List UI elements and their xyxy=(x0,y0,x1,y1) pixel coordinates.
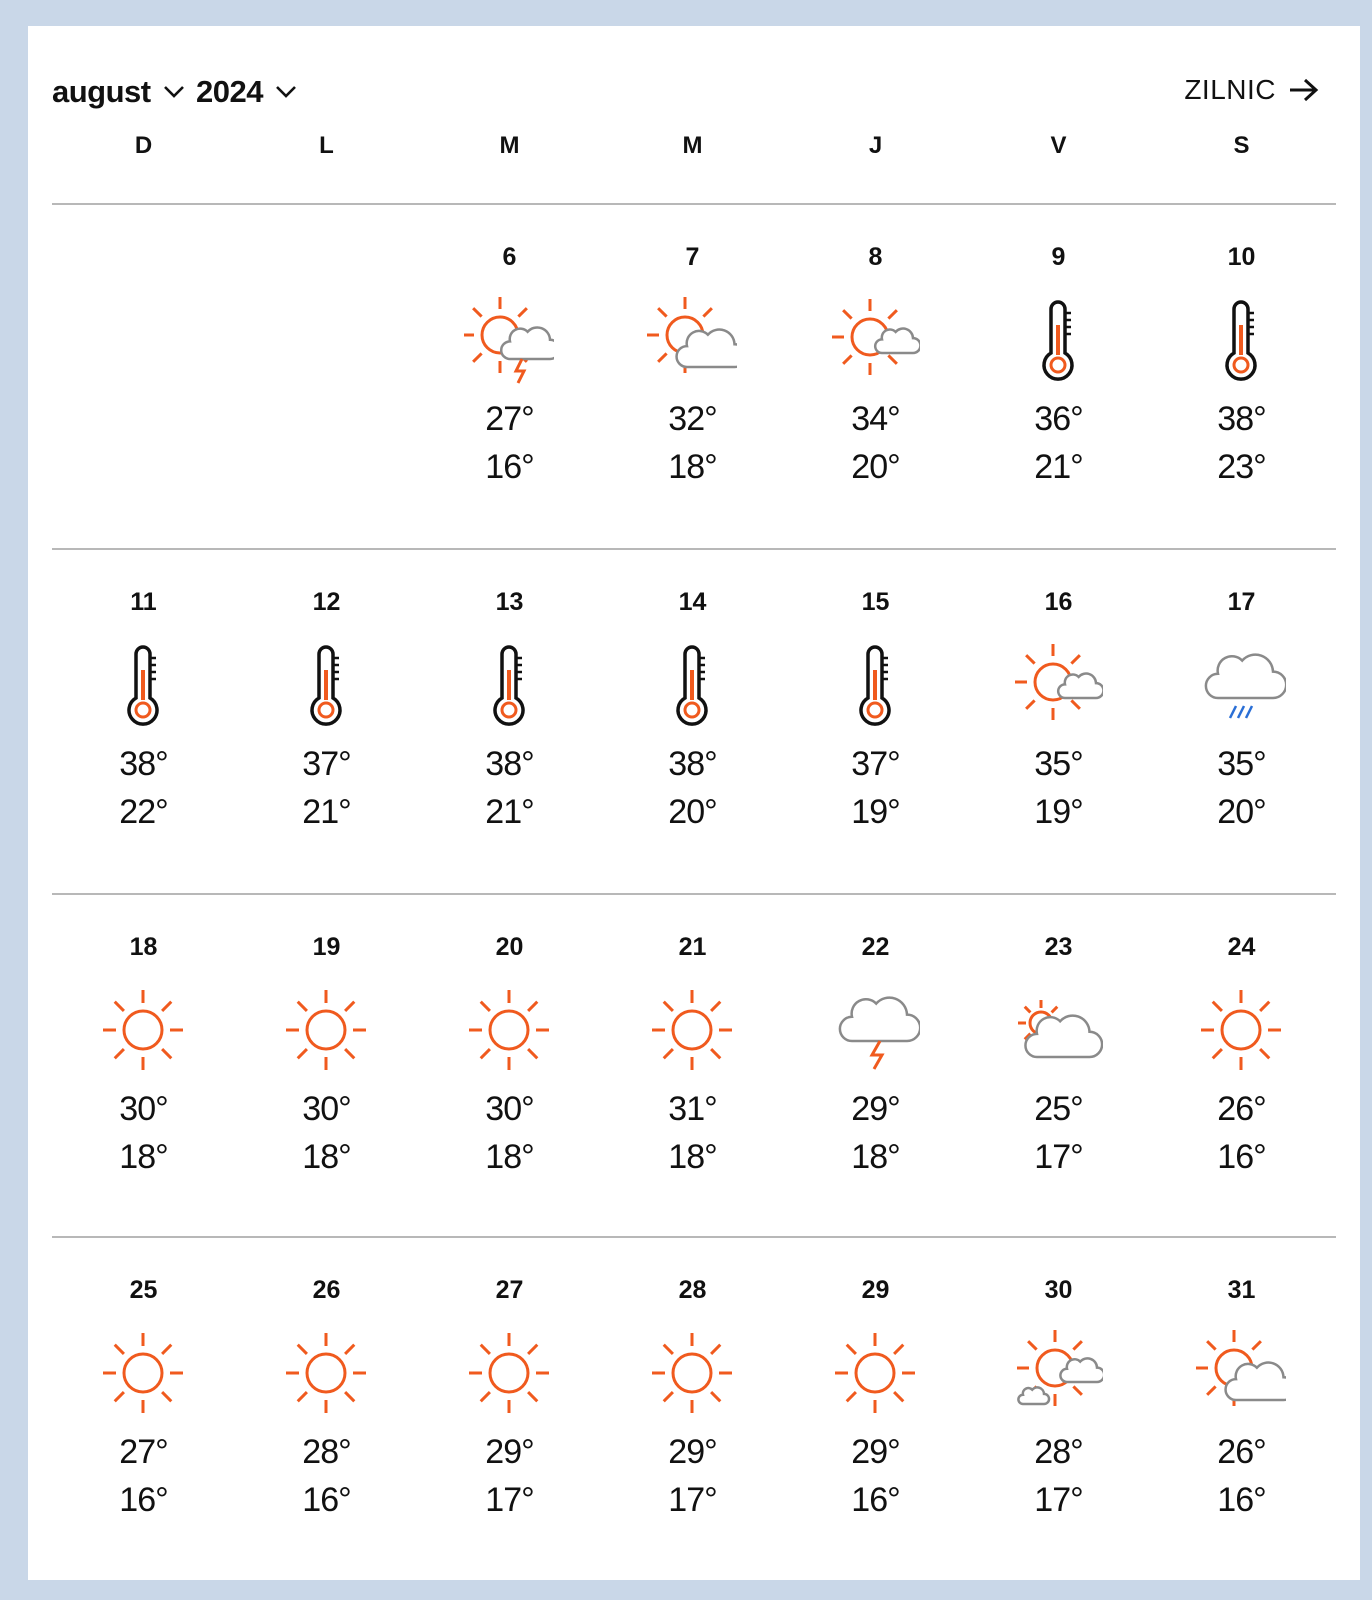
sun-small-cloud-icon xyxy=(830,295,920,385)
min-temperature: 22° xyxy=(119,793,168,831)
max-temperature: 34° xyxy=(851,400,900,438)
max-temperature: 26° xyxy=(1217,1433,1266,1471)
min-temperature: 18° xyxy=(668,448,717,486)
day-number: 12 xyxy=(312,588,341,616)
min-temperature: 16° xyxy=(851,1481,900,1519)
day-number: 31 xyxy=(1227,1276,1256,1304)
calendar-header xyxy=(28,26,1360,126)
sun-big-cloud-icon xyxy=(647,295,737,385)
max-temperature: 30° xyxy=(485,1090,534,1128)
min-temperature: 18° xyxy=(119,1138,168,1176)
rain-cloud-icon xyxy=(1196,640,1286,730)
day-cell[interactable] xyxy=(601,895,784,1225)
day-number: 22 xyxy=(861,933,890,961)
weekday-label: J xyxy=(868,132,883,159)
day-cell[interactable] xyxy=(235,895,418,1225)
min-temperature: 19° xyxy=(851,793,900,831)
max-temperature: 26° xyxy=(1217,1090,1266,1128)
thermometer-icon xyxy=(647,640,737,730)
min-temperature: 16° xyxy=(119,1481,168,1519)
thermometer-icon xyxy=(1013,295,1103,385)
sun-icon xyxy=(281,1328,371,1418)
day-cell[interactable] xyxy=(52,550,235,880)
day-number: 13 xyxy=(495,588,524,616)
min-temperature: 16° xyxy=(1217,1481,1266,1519)
min-temperature: 17° xyxy=(668,1481,717,1519)
min-temperature: 20° xyxy=(668,793,717,831)
day-cell[interactable] xyxy=(967,1238,1150,1568)
weekday-label: M xyxy=(682,132,703,159)
day-cell[interactable] xyxy=(784,895,967,1225)
day-cell[interactable] xyxy=(601,550,784,880)
sun-icon xyxy=(464,1328,554,1418)
max-temperature: 35° xyxy=(1217,745,1266,783)
day-number: 11 xyxy=(130,588,157,616)
day-number: 14 xyxy=(678,588,707,616)
day-cell[interactable] xyxy=(1150,550,1333,880)
month-label: august xyxy=(52,74,151,109)
day-number: 20 xyxy=(495,933,524,961)
day-number: 23 xyxy=(1044,933,1073,961)
max-temperature: 38° xyxy=(485,745,534,783)
storm-cloud-icon xyxy=(830,985,920,1075)
week-row xyxy=(52,1238,1336,1568)
chevron-down-icon xyxy=(163,85,185,99)
min-temperature: 21° xyxy=(1034,448,1083,486)
max-temperature: 38° xyxy=(1217,400,1266,438)
week-row xyxy=(52,895,1336,1225)
thermometer-icon xyxy=(830,640,920,730)
day-cell[interactable] xyxy=(418,895,601,1225)
day-cell[interactable] xyxy=(1150,895,1333,1225)
sun-icon xyxy=(98,985,188,1075)
day-number: 27 xyxy=(495,1276,524,1304)
day-number: 18 xyxy=(129,933,158,961)
min-temperature: 16° xyxy=(302,1481,351,1519)
day-cell[interactable] xyxy=(1150,205,1333,535)
day-number: 24 xyxy=(1227,933,1256,961)
thermometer-icon xyxy=(1196,295,1286,385)
year-label: 2024 xyxy=(196,74,263,109)
year-select[interactable] xyxy=(196,74,297,110)
cloud-small-sun-icon xyxy=(1013,985,1103,1075)
max-temperature: 29° xyxy=(851,1433,900,1471)
day-cell[interactable] xyxy=(601,1238,784,1568)
day-number: 10 xyxy=(1227,243,1256,271)
min-temperature: 21° xyxy=(485,793,534,831)
max-temperature: 30° xyxy=(119,1090,168,1128)
day-cell[interactable] xyxy=(418,550,601,880)
day-number: 6 xyxy=(502,243,517,271)
week-row xyxy=(52,550,1336,880)
max-temperature: 29° xyxy=(485,1433,534,1471)
min-temperature: 20° xyxy=(851,448,900,486)
sun-icon xyxy=(98,1328,188,1418)
daily-view-link[interactable] xyxy=(1184,74,1320,106)
day-number: 8 xyxy=(868,243,883,271)
day-number: 21 xyxy=(678,933,707,961)
max-temperature: 37° xyxy=(851,745,900,783)
sun-icon xyxy=(830,1328,920,1418)
sun-icon xyxy=(647,985,737,1075)
sun-icon xyxy=(281,985,371,1075)
weather-calendar-card xyxy=(28,26,1360,1580)
max-temperature: 28° xyxy=(302,1433,351,1471)
day-cell[interactable] xyxy=(601,205,784,535)
sun-icon xyxy=(647,1328,737,1418)
sun-icon xyxy=(464,985,554,1075)
day-cell[interactable] xyxy=(967,550,1150,880)
min-temperature: 19° xyxy=(1034,793,1083,831)
day-number: 30 xyxy=(1044,1276,1073,1304)
weekday-label: M xyxy=(499,132,520,159)
max-temperature: 27° xyxy=(485,400,534,438)
daily-link-label: ZILNIC xyxy=(1184,74,1276,105)
sun-small-cloud-icon xyxy=(1013,640,1103,730)
min-temperature: 17° xyxy=(1034,1138,1083,1176)
max-temperature: 30° xyxy=(302,1090,351,1128)
day-cell[interactable] xyxy=(784,550,967,880)
max-temperature: 27° xyxy=(119,1433,168,1471)
week-row xyxy=(52,205,1336,535)
month-select[interactable] xyxy=(52,74,185,110)
min-temperature: 18° xyxy=(668,1138,717,1176)
max-temperature: 38° xyxy=(119,745,168,783)
weekday-label: D xyxy=(134,132,153,159)
day-number: 29 xyxy=(861,1276,890,1304)
weekday-label: L xyxy=(319,132,334,159)
day-number: 26 xyxy=(312,1276,341,1304)
day-number: 15 xyxy=(861,588,890,616)
day-cell[interactable] xyxy=(52,1238,235,1568)
sun-cloud-storm-icon xyxy=(464,295,554,385)
min-temperature: 18° xyxy=(851,1138,900,1176)
day-cell[interactable] xyxy=(235,1238,418,1568)
day-cell[interactable] xyxy=(967,895,1150,1225)
thermometer-icon xyxy=(281,640,371,730)
min-temperature: 18° xyxy=(302,1138,351,1176)
min-temperature: 17° xyxy=(485,1481,534,1519)
min-temperature: 23° xyxy=(1217,448,1266,486)
day-cell[interactable] xyxy=(1150,1238,1333,1568)
day-cell[interactable] xyxy=(418,205,601,535)
day-number: 19 xyxy=(312,933,341,961)
max-temperature: 36° xyxy=(1034,400,1083,438)
min-temperature: 18° xyxy=(485,1138,534,1176)
day-number: 25 xyxy=(129,1276,158,1304)
min-temperature: 17° xyxy=(1034,1481,1083,1519)
weekday-label: S xyxy=(1233,132,1250,159)
day-cell[interactable] xyxy=(52,895,235,1225)
max-temperature: 25° xyxy=(1034,1090,1083,1128)
sun-big-cloud-icon xyxy=(1196,1328,1286,1418)
max-temperature: 38° xyxy=(668,745,717,783)
weekday-header-row xyxy=(52,132,1334,172)
day-number: 9 xyxy=(1051,243,1066,271)
thermometer-icon xyxy=(98,640,188,730)
min-temperature: 20° xyxy=(1217,793,1266,831)
sun-icon xyxy=(1196,985,1286,1075)
chevron-down-icon xyxy=(275,85,297,99)
min-temperature: 21° xyxy=(302,793,351,831)
max-temperature: 29° xyxy=(668,1433,717,1471)
day-number: 28 xyxy=(678,1276,707,1304)
max-temperature: 37° xyxy=(302,745,351,783)
max-temperature: 29° xyxy=(851,1090,900,1128)
day-number: 16 xyxy=(1044,588,1073,616)
day-cell[interactable] xyxy=(235,550,418,880)
day-number: 7 xyxy=(685,243,700,271)
max-temperature: 28° xyxy=(1034,1433,1083,1471)
thermometer-icon xyxy=(464,640,554,730)
min-temperature: 16° xyxy=(1217,1138,1266,1176)
max-temperature: 32° xyxy=(668,400,717,438)
max-temperature: 35° xyxy=(1034,745,1083,783)
max-temperature: 31° xyxy=(668,1090,717,1128)
day-cell[interactable] xyxy=(967,205,1150,535)
day-number: 17 xyxy=(1227,588,1256,616)
arrow-right-icon xyxy=(1288,77,1320,103)
min-temperature: 16° xyxy=(485,448,534,486)
weekday-label: V xyxy=(1050,132,1067,159)
sun-two-clouds-icon xyxy=(1013,1328,1103,1418)
day-cell[interactable] xyxy=(784,1238,967,1568)
day-cell[interactable] xyxy=(418,1238,601,1568)
day-cell[interactable] xyxy=(784,205,967,535)
